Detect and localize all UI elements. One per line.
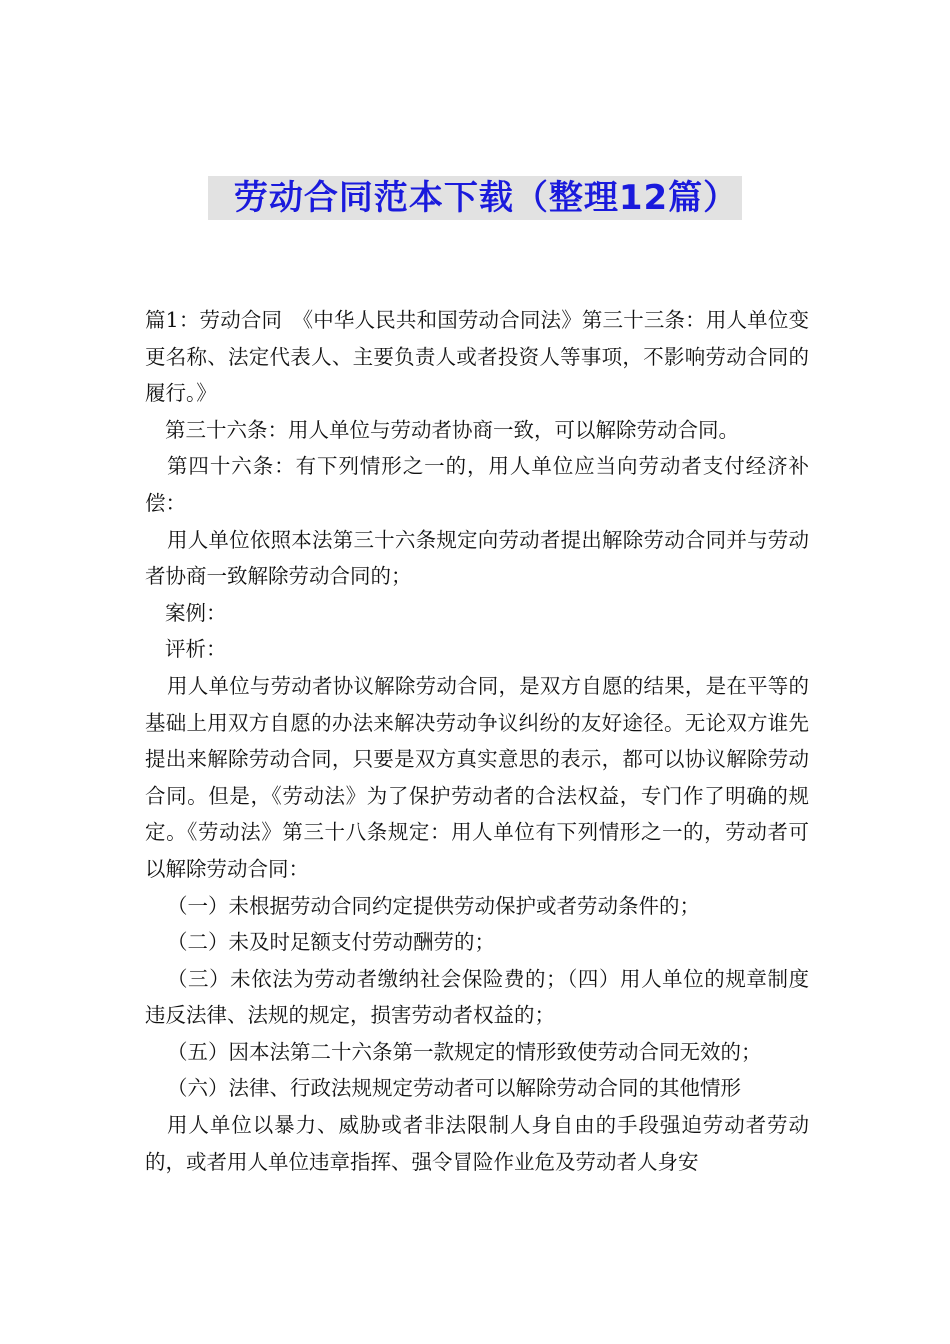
paragraph-4: 用人单位依照本法第三十六条规定向劳动者提出解除劳动合同并与劳动者协商一致解除劳动合同的；: [145, 527, 809, 589]
paragraph-1: 篇1：劳动合同 《中华人民共和国劳动合同法》第三十三条：用人单位变更名称、法定代表人、主要负责人或者投资人等事项，不影响劳动合同的履行。》: [145, 308, 809, 406]
paragraph-6: 评析：: [165, 637, 227, 662]
title-container: [0, 176, 950, 220]
document-title: 劳动合同范本下载（整理12篇）: [208, 176, 742, 220]
paragraph-3: 第四十六条：有下列情形之一的，用人单位应当向劳动者支付经济补偿：: [145, 454, 809, 515]
paragraph-7: 用人单位与劳动者协议解除劳动合同，是双方自愿的结果，是在平等的基础上用双方自愿的办法来解决劳动争议纠纷的友好途径。无论双方谁先提出来解除劳动合同，只要是双方真实意思的表示，都可以协议解除劳动合同。但是，《劳动法》为了保护劳动者的合法权益，专门作了明确的规定。《劳动法》第三十八条规定：用人单位有下列情形之一的，劳动者可以解除劳动合同：: [145, 673, 809, 881]
paragraph-2: 第三十六条：用人单位与劳动者协商一致，可以解除劳动合同。: [165, 417, 739, 442]
paragraph-11: （五）因本法第二十六条第一款规定的情形致使劳动合同无效的；: [167, 1039, 762, 1064]
document-body: [145, 302, 809, 1180]
paragraph-12: （六）法律、行政法规规定劳动者可以解除劳动合同的其他情形: [167, 1076, 741, 1101]
paragraph-5: 案例：: [165, 600, 227, 625]
paragraph-10: （三）未依法为劳动者缴纳社会保险费的；（四）用人单位的规章制度违反法律、法规的规定，损害劳动者权益的；: [145, 966, 809, 1028]
paragraph-8: （一）未根据劳动合同约定提供劳动保护或者劳动条件的；: [167, 893, 700, 918]
paragraph-13: 用人单位以暴力、威胁或者非法限制人身自由的手段强迫劳动者劳动的，或者用人单位违章指挥、强令冒险作业危及劳动者人身安: [145, 1113, 809, 1174]
paragraph-9: （二）未及时足额支付劳动酬劳的；: [167, 930, 495, 955]
